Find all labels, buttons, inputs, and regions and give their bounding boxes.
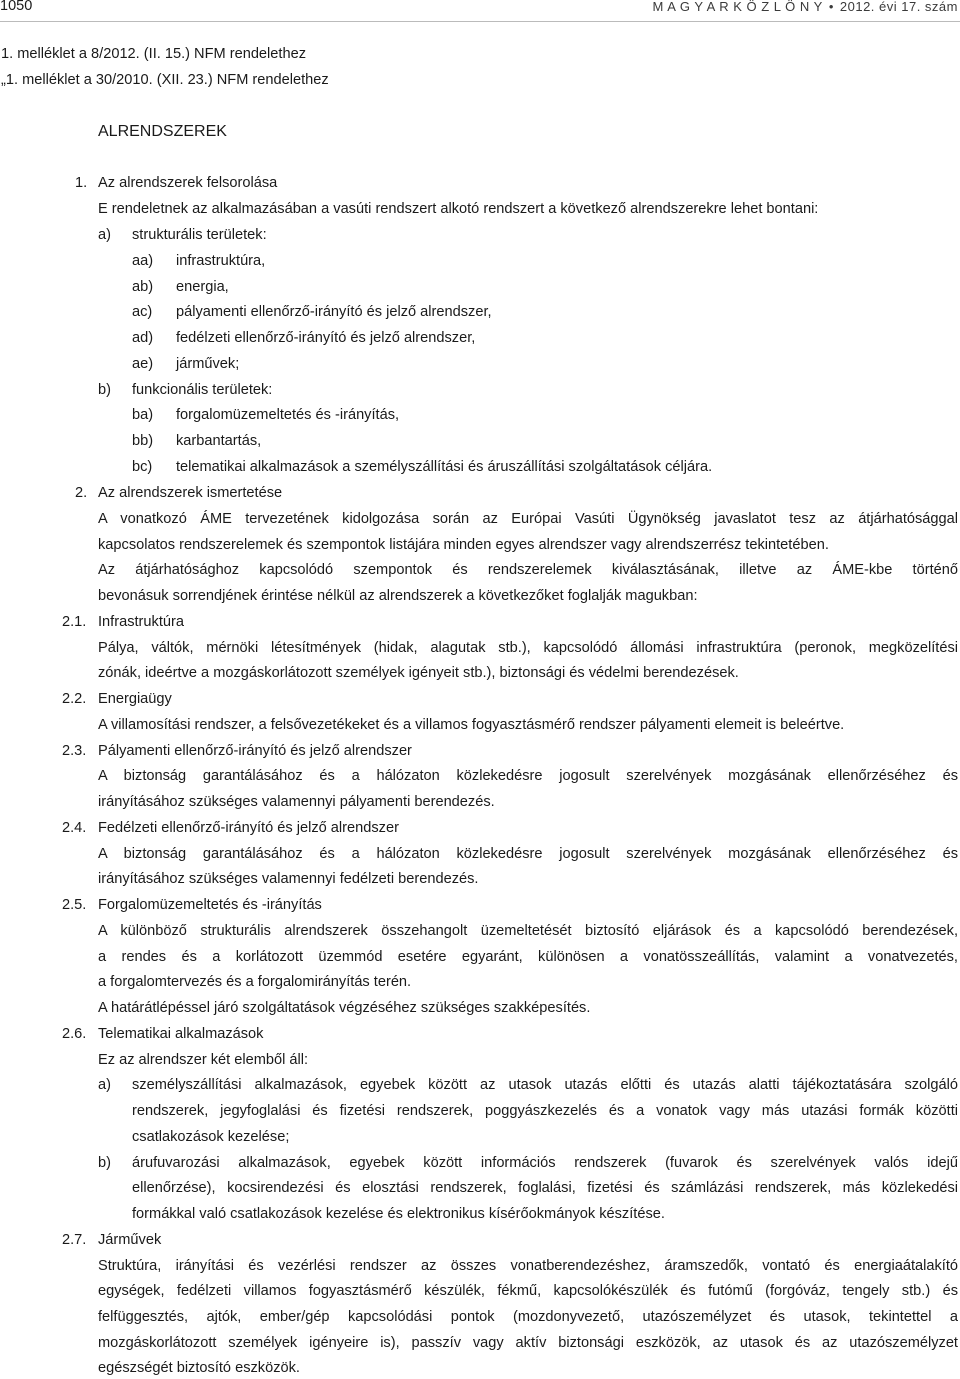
section-2-6-item-b-line: árufuvarozási alkalmazások, egyebek között információs rendszerek (fuvarok és szerelvények valós idejű: [132, 1155, 958, 1171]
section-2-6-item-a-line: személyszállítási alkalmazások, egyebek között az utasok utazás előtti és utazás alatti tájékoztatására szolgáló: [132, 1077, 958, 1093]
section-1-title: Az alrendszerek felsorolása: [98, 175, 278, 191]
section-2-4-line: irányításához szükséges valamennyi fedélzeti berendezés.: [98, 871, 479, 887]
journal-info: [653, 0, 958, 14]
list-label-a: a): [98, 227, 111, 243]
section-2-para-line: kapcsolatos rendszerelemek és szempontok listájára minden egyes alrendszer vagy alrendszerrész tekintetében.: [98, 537, 829, 553]
list-item-ae: járművek;: [176, 356, 240, 372]
journal-title: M A G Y A R K Ö Z L Ö N Y: [652, 0, 823, 14]
section-2-7-title: Járművek: [98, 1232, 162, 1248]
section-2-4-number: 2.4.: [62, 820, 87, 836]
document-title: ALRENDSZEREK: [98, 123, 227, 140]
list-label-aa: aa): [132, 253, 154, 269]
section-2-7-line: egészségét biztosító eszközök.: [98, 1360, 300, 1376]
section-2-1-line: zónák, ideértve a mozgáskorlátozott személyek igényeit stb.), biztonsági és védelmi berendezések.: [98, 665, 739, 681]
list-item-ac: pályamenti ellenőrző-irányító és jelző alrendszer,: [176, 304, 492, 320]
section-2-para-line: A vonatkozó ÁME tervezetének kidolgozása során az Európai Vasúti Ügynökség javaslatot tesz az átjárhatósággal: [98, 511, 958, 527]
header-rule: [0, 21, 960, 22]
section-2-1-line: Pálya, váltók, mérnöki létesítmények (hidak, alagutak stb.), kapcsolódó állomási infrastruktúra (peronok, megközelítési: [98, 640, 958, 656]
section-2-2-number: 2.2.: [62, 691, 87, 707]
section-2-6-title: Telematikai alkalmazások: [98, 1026, 264, 1042]
section-2-2-line: A villamosítási rendszer, a felsővezetékeket és a villamos fogyasztásmérő rendszer pályamenti elemeit is beleértve.: [98, 717, 845, 733]
section-2-7-line: Struktúra, irányítási és vezérlési rendszer az összes vonatberendezéshez, áramszedők, vontató és energiaátalakító: [98, 1258, 958, 1274]
section-2-6-number: 2.6.: [62, 1026, 87, 1042]
list-label-ad: ad): [132, 330, 154, 346]
section-2-5-line: A határátlépéssel járó szolgáltatások végzéséhez szükséges szakképesítés.: [98, 1000, 591, 1016]
list-label-bb: bb): [132, 433, 154, 449]
section-2-6-item-a-line: rendszerek, jegyfoglalási és fizetési rendszerek, poggyászkezelés és a vonatok vagy más utazási formák közötti: [132, 1103, 958, 1119]
page-header: [0, 0, 960, 16]
section-1-number: 1.: [75, 175, 88, 191]
section-2-7-line: egységek, fedélzeti villamos fogyasztásmérő készülék, fékmű, kapcsolókészülék és futómű (forgóváz, tengely stb.) és: [98, 1283, 958, 1299]
list-label-ae: ae): [132, 356, 154, 372]
annex-line-1: 1. melléklet a 8/2012. (II. 15.) NFM rendelethez: [1, 46, 306, 62]
section-2-3-line: irányításához szükséges valamennyi pályamenti berendezés.: [98, 794, 495, 810]
section-2-title: Az alrendszerek ismertetése: [98, 485, 283, 501]
section-2-4-title: Fedélzeti ellenőrző-irányító és jelző alrendszer: [98, 820, 399, 836]
section-2-6-item-b-line: ellenőrzése), kocsirendezési és elosztási rendszerek, foglalási, fizetési és számlázási rendszerek, más közlekedési: [132, 1180, 958, 1196]
section-2-para-line: bevonásuk sorrendjének érintése nélkül az alrendszerek a következőket foglalják magukban:: [98, 588, 698, 604]
section-2-1-number: 2.1.: [62, 614, 87, 630]
section-2-3-line: A biztonság garantálásához és a hálózaton közlekedésre jogosult szerelvények mozgásának ellenőrzéséhez és: [98, 768, 958, 784]
annex-line-2: „1. melléklet a 30/2010. (XII. 23.) NFM rendelethez: [1, 72, 329, 88]
section-2-2-title: Energiaügy: [98, 691, 172, 707]
section-2-5-line: A különböző strukturális alrendszerek összehangolt üzemeltetését biztosító eljárások és a kapcsolódó berendezések,: [98, 923, 958, 939]
list-item-ab: energia,: [176, 279, 229, 295]
list-item-bc: telematikai alkalmazások a személyszállítási és áruszállítási szolgáltatások céljára.: [176, 459, 713, 475]
list-item-b: funkcionális területek:: [132, 382, 273, 398]
section-2-5-line: a rendes és a korlátozott üzemmód esetére egyaránt, különösen a vonatösszeállítás, valamint a vonatvezetés,: [98, 949, 958, 965]
section-2-3-title: Pályamenti ellenőrző-irányító és jelző alrendszer: [98, 743, 412, 759]
section-2-5-line: a forgalomtervezés és a forgalomirányítás terén.: [98, 974, 412, 990]
list-label-ac: ac): [132, 304, 153, 320]
journal-separator: •: [828, 0, 834, 14]
section-2-6-item-a-line: csatlakozások kezelése;: [132, 1129, 290, 1145]
section-2-5-number: 2.5.: [62, 897, 87, 913]
section-2-4-line: A biztonság garantálásához és a hálózaton közlekedésre jogosult szerelvények mozgásának ellenőrzéséhez és: [98, 846, 958, 862]
list-label-ab: ab): [132, 279, 154, 295]
section-2-7-number: 2.7.: [62, 1232, 87, 1248]
list-item-bb: karbantartás,: [176, 433, 262, 449]
section-2-7-line: mozgáskorlátozott személyek igényeire is), passzív vagy aktív biztonsági eszközök, az utasok és az utazószemélyzet: [98, 1335, 958, 1351]
section-2-3-number: 2.3.: [62, 743, 87, 759]
journal-issue: 2012. évi 17. szám: [839, 0, 958, 14]
section-2-6-label-b: b): [98, 1155, 111, 1171]
section-2-number: 2.: [75, 485, 88, 501]
section-2-6-item-b-line: formákkal való csatlakozások kezelése és elektronikus kísérőokmányok készítése.: [132, 1206, 665, 1222]
list-item-aa: infrastruktúra,: [176, 253, 266, 269]
section-2-6-intro: Ez az alrendszer két elemből áll:: [98, 1052, 309, 1068]
section-2-6-label-a: a): [98, 1077, 111, 1093]
section-2-7-line: felfüggesztés, ajtók, ember/gép kapcsolódási pontok (mozdonyvezető, utazószemélyzet és utasok, tekintettel a: [98, 1309, 958, 1325]
list-item-ad: fedélzeti ellenőrző-irányító és jelző alrendszer,: [176, 330, 476, 346]
list-item-a: strukturális területek:: [132, 227, 267, 243]
list-item-ba: forgalomüzemeltetés és -irányítás,: [176, 407, 400, 423]
section-1-intro: E rendeletnek az alkalmazásában a vasúti rendszert alkotó rendszert a következő alrendszerekre lehet bontani:: [98, 201, 819, 217]
page-number: 1050: [0, 0, 33, 14]
list-label-bc: bc): [132, 459, 153, 475]
section-2-para-line: Az átjárhatósághoz kapcsolódó szempontok és rendszerelemek kiválasztásának, illetve az ÁME-kbe történő: [98, 562, 958, 578]
section-2-5-title: Forgalomüzemeltetés és -irányítás: [98, 897, 322, 913]
list-label-ba: ba): [132, 407, 154, 423]
list-label-b: b): [98, 382, 111, 398]
section-2-1-title: Infrastruktúra: [98, 614, 184, 630]
